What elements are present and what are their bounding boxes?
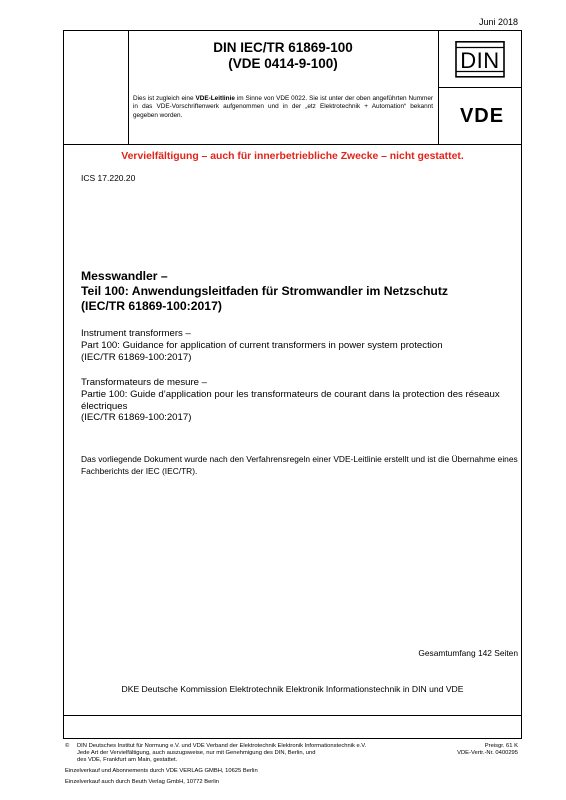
price-info (457, 743, 518, 757)
title-french-line2: Partie 100: Guide d’application pour les transformateurs de courant dans la protection des réseaux électriques (81, 388, 500, 412)
document-description: Das vorliegende Dokument wurde nach den Verfahrensregeln einer VDE-Leitlinie erstellt und ist die Übernahme eines Fachberichts der IEC (IEC/TR). (81, 454, 518, 476)
ics-code: ICS 17.220.20 (81, 173, 136, 183)
dke-committee: DKE Deutsche Kommission Elektrotechnik Elektronik Informationstechnik in DIN und VDE (121, 684, 464, 694)
note-text-start: Dies ist zugleich eine (133, 95, 196, 102)
page-count: Gesamtumfang 142 Seiten (418, 648, 518, 658)
title-french-line3: (IEC/TR 61869-100:2017) (81, 412, 192, 424)
vde-order-number: VDE-Vertr.-Nr. 0400295 (457, 750, 518, 756)
sales-vde-verlag: Einzelverkauf und Abonnements durch VDE VERLAG GMBH, 10625 Berlin (65, 768, 258, 774)
title-french (81, 377, 511, 424)
title-german-line2: Teil 100: Anwendungsleitfaden für Stromwandler im Netzschutz (81, 284, 449, 298)
document-number-vde: (VDE 0414-9-100) (228, 56, 338, 71)
vde-logo (452, 105, 512, 125)
din-logo (455, 41, 505, 78)
din-logo-text: DIN (460, 48, 500, 73)
sales-beuth-verlag: Einzelverkauf auch durch Beuth Verlag GmbH, 10772 Berlin (65, 779, 220, 785)
title-french-line1: Transformateurs de mesure – (81, 377, 208, 388)
publication-date: Juni 2018 (478, 17, 518, 27)
copyright-line2: Jede Art der Vervielfältigung, auch auszugsweise, nur mit Genehmigung des DIN, Berlin, und (77, 750, 316, 756)
copyright-line1: DIN Deutsches Institut für Normung e.V. und VDE Verband der Elektrotechnik Elektronik Informationstechnik e.V. (77, 743, 367, 749)
title-german-line1: Messwandler – (81, 269, 168, 283)
frame-divider-logo (438, 87, 521, 88)
copyright-symbol: © (65, 743, 70, 749)
title-english-line3: (IEC/TR 61869-100:2017) (81, 351, 192, 363)
frame-divider-bottom (64, 715, 521, 716)
title-english-line2: Part 100: Guidance for application of current transformers in power system protection (81, 339, 443, 351)
title-english (81, 328, 511, 363)
copyright-notice (65, 743, 410, 764)
note-text-end: im Sinne von VDE 0022. Sie ist unter der oben angeführten Nummer in das VDE-Vorschriftenwerk aufgenommen und in der „etz Elektrotechnik + Automation“ bekannt gegeben worden. (133, 95, 433, 119)
title-german (81, 269, 511, 314)
title-german-line3: (IEC/TR 61869-100:2017) (81, 299, 222, 313)
document-number-main: DIN IEC/TR 61869-100 (213, 40, 353, 55)
vde-logo-text: VDE (459, 105, 505, 125)
frame-divider-header (64, 144, 521, 145)
copy-warning: Vervielfältigung – auch für innerbetriebliche Zwecke – nicht gestattet. (121, 151, 464, 162)
copyright-line3: des VDE, Frankfurt am Main, gestattet. (77, 757, 178, 763)
vde-guideline-note (133, 95, 433, 120)
note-text-bold: VDE-Leitlinie (195, 95, 235, 102)
document-number (130, 40, 436, 72)
title-english-line1: Instrument transformers – (81, 328, 191, 339)
price-group: Preisgr. 61 K (484, 743, 518, 749)
frame-divider-left (128, 31, 129, 144)
